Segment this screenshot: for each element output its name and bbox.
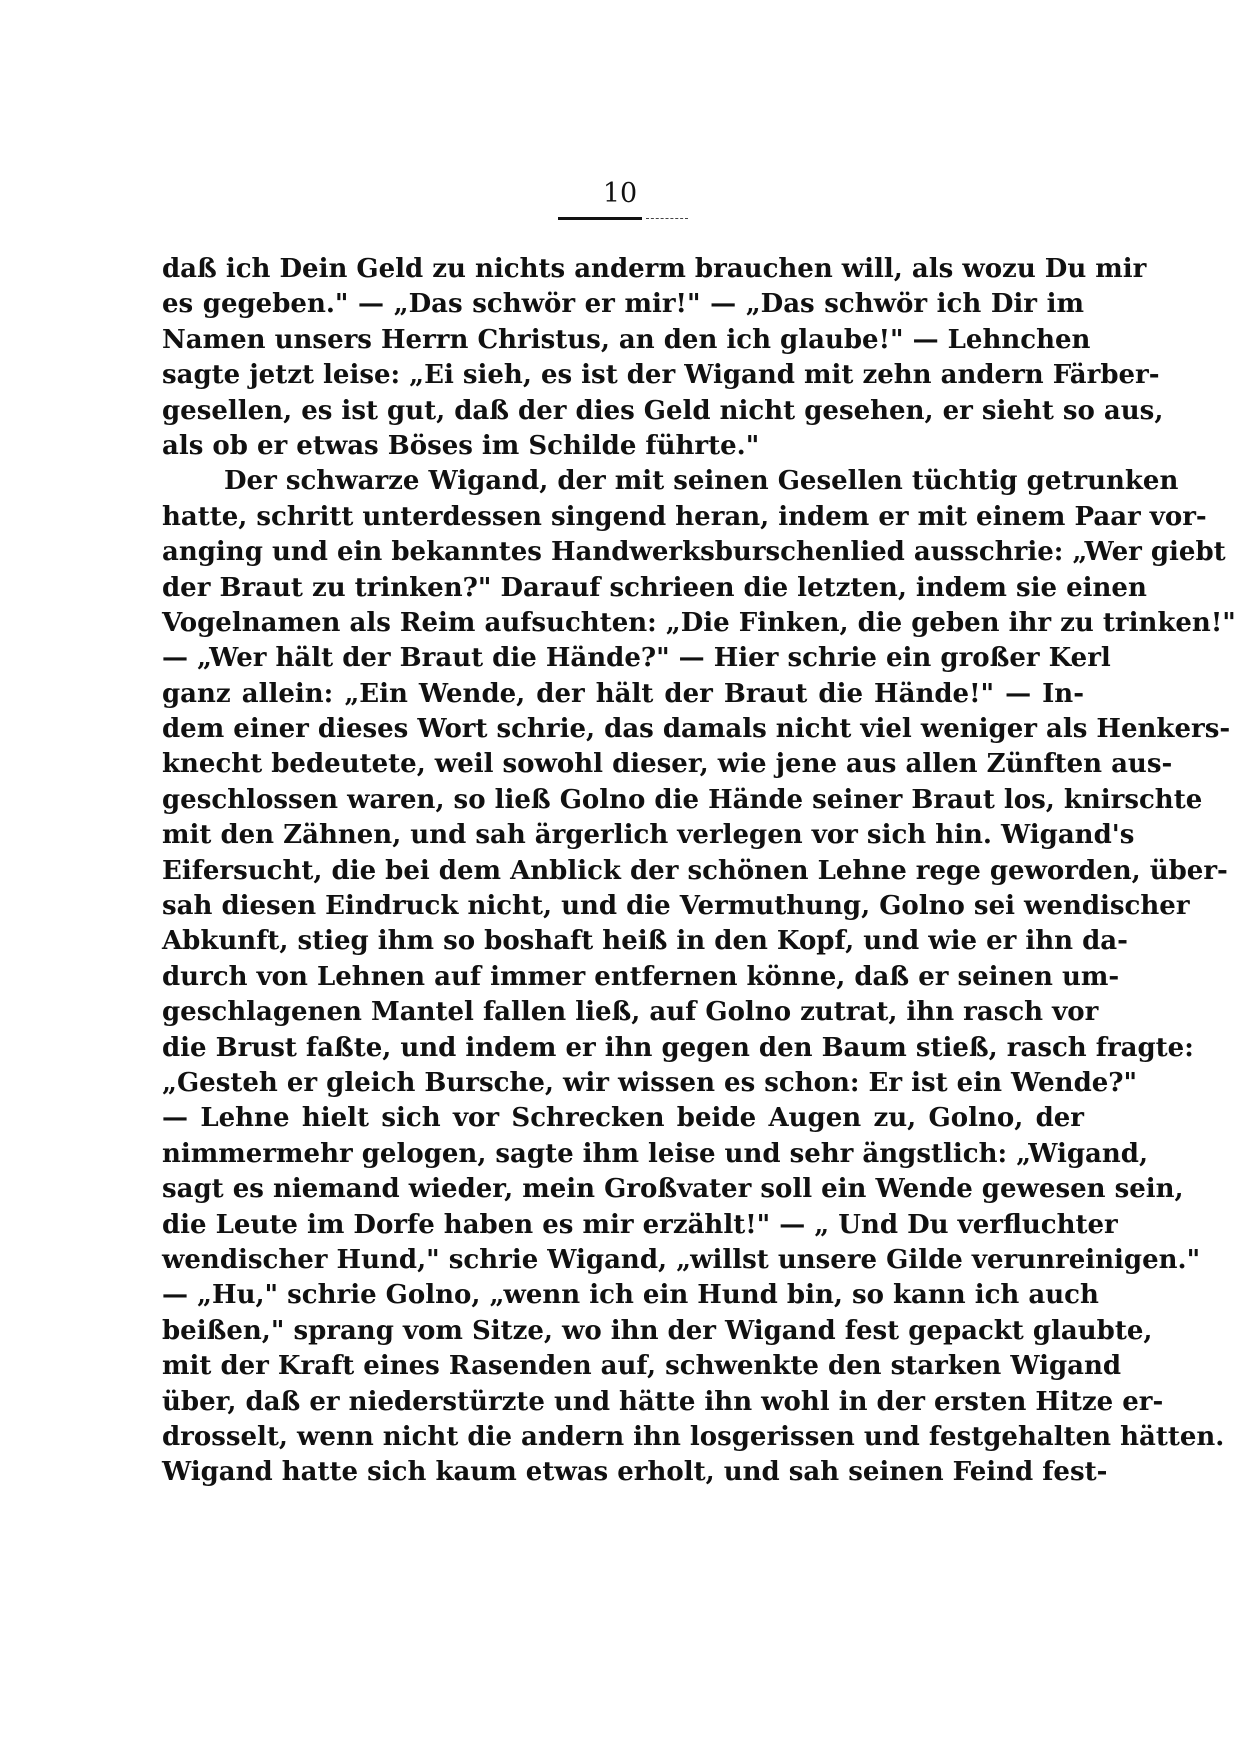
- text-line: sagte jetzt leise: „Ei sieh, es ist der Wigand mit zehn andern Färber-: [162, 360, 1160, 391]
- text-line: Der schwarze Wigand, der mit seinen Gesellen tüchtig getrunken: [224, 466, 1179, 497]
- text-line: Wigand hatte sich kaum etwas erholt, und sah seinen Feind fest-: [162, 1457, 1108, 1488]
- text-line: es gegeben." — „Das schwör er mir!" — „Das schwör ich Dir im: [162, 289, 1084, 320]
- page-number-rule: [558, 217, 688, 221]
- text-line: nimmermehr gelogen, sagte ihm leise und sehr ängstlich: „Wigand,: [162, 1138, 1149, 1169]
- text-line: die Brust faßte, und indem er ihn gegen den Baum stieß, rasch fragte:: [162, 1032, 1194, 1063]
- text-line: beißen," sprang vom Sitze, wo ihn der Wigand fest gepackt glaubte,: [162, 1315, 1153, 1346]
- text-line: sah diesen Eindruck nicht, und die Vermuthung, Golno sei wendischer: [162, 891, 1190, 922]
- text-line: mit der Kraft eines Rasenden auf, schwenkte den starken Wigand: [162, 1351, 1122, 1382]
- text-line: geschlossen waren, so ließ Golno die Hände seiner Braut los, knirschte: [162, 784, 1203, 815]
- text-line: wendischer Hund," schrie Wigand, „willst unsere Gilde verunreinigen.": [162, 1244, 1201, 1275]
- text-line: — „Hu," schrie Golno, „wenn ich ein Hund bin, so kann ich auch: [162, 1280, 1099, 1311]
- text-line: drosselt, wenn nicht die andern ihn losgerissen und festgehalten hätten.: [162, 1421, 1225, 1452]
- text-line: gesellen, es ist gut, daß der dies Geld nicht gesehen, er sieht so aus,: [162, 395, 1164, 426]
- text-line: durch von Lehnen auf immer entfernen könne, daß er seinen um-: [162, 961, 1120, 992]
- text-line: Eifersucht, die bei dem Anblick der schönen Lehne rege geworden, über-: [162, 855, 1228, 886]
- body-text: [162, 252, 1236, 1491]
- text-line: — „Wer hält der Braut die Hände?" — Hier schrie ein großer Kerl: [162, 643, 1111, 674]
- text-line: dem einer dieses Wort schrie, das damals nicht viel weniger als Henkers-: [162, 714, 1231, 745]
- text-line: als ob er etwas Böses im Schilde führte.": [162, 430, 760, 461]
- text-line: der Braut zu trinken?" Darauf schrieen die letzten, indem sie einen: [162, 572, 1147, 603]
- text-line: Vogelnamen als Reim aufsuchten: „Die Finken, die geben ihr zu trinken!": [162, 607, 1236, 638]
- text-line: Namen unsers Herrn Christus, an den ich glaube!" — Lehnchen: [162, 324, 1091, 355]
- text-line: „Gesteh er gleich Bursche, wir wissen es schon: Er ist ein Wende?": [162, 1067, 1138, 1098]
- text-line: mit den Zähnen, und sah ärgerlich verlegen vor sich hin. Wigand's: [162, 820, 1135, 851]
- page-number: 10: [602, 178, 638, 209]
- text-line: knecht bedeutete, weil sowohl dieser, wie jene aus allen Zünften aus-: [162, 749, 1173, 780]
- text-line: geschlagenen Mantel fallen ließ, auf Golno zutrat, ihn rasch vor: [162, 997, 1099, 1028]
- text-line: sagt es niemand wieder, mein Großvater soll ein Wende gewesen sein,: [162, 1174, 1184, 1205]
- text-line: über, daß er niederstürzte und hätte ihn wohl in der ersten Hitze er-: [162, 1386, 1164, 1417]
- text-line: hatte, schritt unterdessen singend heran, indem er mit einem Paar vor-: [162, 501, 1207, 532]
- text-line: die Leute im Dorfe haben es mir erzählt!" — „ Und Du verfluchter: [162, 1209, 1118, 1240]
- text-line: — Lehne hielt sich vor Schrecken beide Augen zu, Golno, der: [162, 1103, 1084, 1134]
- text-line: anging und ein bekanntes Handwerksburschenlied ausschrie: „Wer giebt: [162, 537, 1226, 568]
- text-line: ganz allein: „Ein Wende, der hält der Braut die Hände!" — In-: [162, 678, 1084, 709]
- text-line: daß ich Dein Geld zu nichts anderm brauchen will, als wozu Du mir: [162, 254, 1147, 284]
- rule-solid: [558, 217, 642, 220]
- text-line: Abkunft, stieg ihm so boshaft heiß in den Kopf, und wie er ihn da-: [162, 926, 1128, 957]
- rule-dotted: [646, 218, 688, 219]
